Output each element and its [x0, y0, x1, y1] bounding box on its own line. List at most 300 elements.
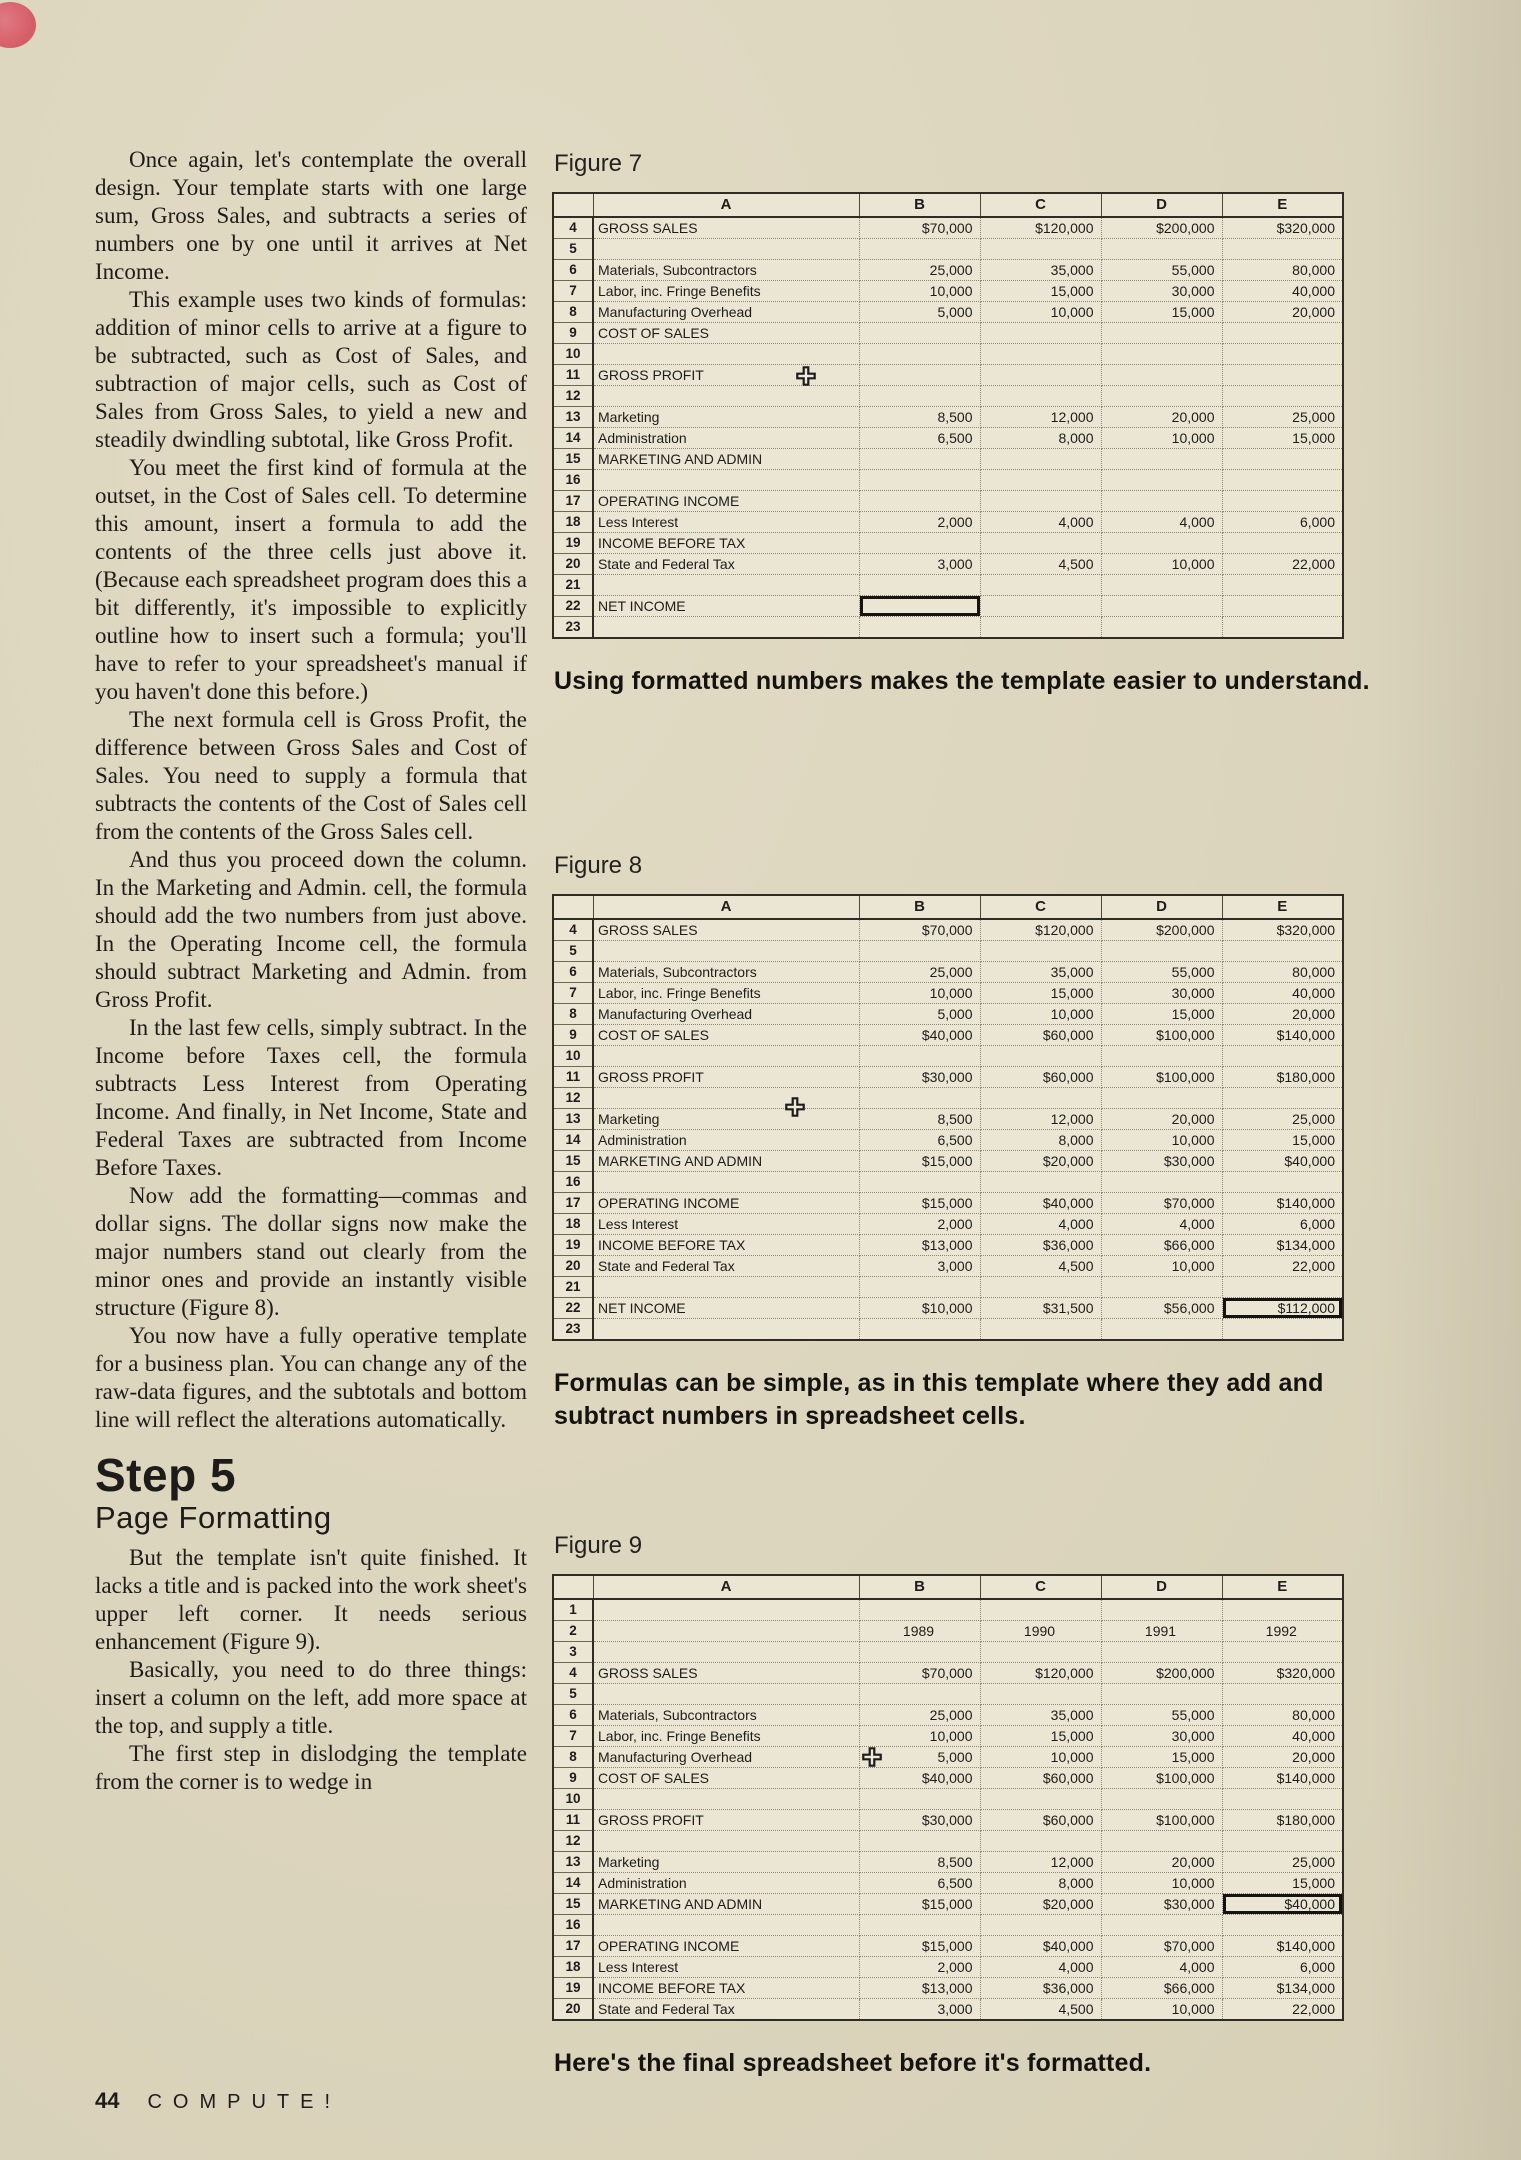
cell-A12: [593, 1831, 859, 1852]
cell-A17: OPERATING INCOME: [593, 491, 859, 512]
row-header-4: 4: [553, 919, 593, 941]
cell-D10: [1101, 1789, 1222, 1810]
cell-D15: $30,000: [1101, 1894, 1222, 1915]
column-header-E: E: [1222, 1575, 1343, 1599]
row-header-5: 5: [553, 1684, 593, 1705]
spreadsheet-row-15: [553, 1894, 1343, 1915]
cell-E3: [1222, 1642, 1343, 1663]
cell-E20: 22,000: [1222, 1256, 1343, 1277]
cell-C7: 15,000: [980, 983, 1101, 1004]
cell-D17: $70,000: [1101, 1936, 1222, 1957]
row-header-18: 18: [553, 1214, 593, 1235]
paragraph: The first step in dislodging the template from the corner is to wedge in: [95, 1741, 527, 1794]
spreadsheet-row-21: [553, 1277, 1343, 1298]
cell-E17: [1222, 491, 1343, 512]
figure-caption: Using formatted numbers makes the template easier to understand.: [554, 667, 1370, 695]
row-header-14: 14: [553, 428, 593, 449]
row-header-16: 16: [553, 470, 593, 491]
cell-D9: [1101, 323, 1222, 344]
row-header-21: 21: [553, 575, 593, 596]
cell-E14: 15,000: [1222, 1873, 1343, 1894]
row-header-10: 10: [553, 1046, 593, 1067]
figure-9-block: [552, 1532, 1392, 2080]
cell-C13: 12,000: [980, 407, 1101, 428]
cell-E9: $140,000: [1222, 1025, 1343, 1046]
cell-B14: 6,500: [859, 428, 980, 449]
spreadsheet-row-19: [553, 1235, 1343, 1256]
spreadsheet-row-20: [553, 1999, 1343, 2021]
row-header-6: 6: [553, 962, 593, 983]
cell-A7: Labor, inc. Fringe Benefits: [593, 983, 859, 1004]
cell-A9: COST OF SALES: [593, 1768, 859, 1789]
cell-B20: 3,000: [859, 1256, 980, 1277]
cell-D18: 4,000: [1101, 512, 1222, 533]
cell-C18: 4,000: [980, 512, 1101, 533]
spreadsheet-row-7: [553, 983, 1343, 1004]
cell-C6: 35,000: [980, 260, 1101, 281]
spreadsheet-row-9: [553, 1025, 1343, 1046]
row-header-20: 20: [553, 1256, 593, 1277]
cell-A6: Materials, Subcontractors: [593, 962, 859, 983]
cell-C7: 15,000: [980, 1726, 1101, 1747]
cell-A5: [593, 239, 859, 260]
cell-E9: $140,000: [1222, 1768, 1343, 1789]
cell-C5: [980, 1684, 1101, 1705]
cell-C21: [980, 1277, 1101, 1298]
cell-B17: $15,000: [859, 1193, 980, 1214]
cell-B4: $70,000: [859, 919, 980, 941]
cell-C23: [980, 617, 1101, 639]
row-header-15: 15: [553, 1894, 593, 1915]
cell-E4: $320,000: [1222, 919, 1343, 941]
cell-A15: MARKETING AND ADMIN: [593, 449, 859, 470]
cell-E5: [1222, 941, 1343, 962]
cell-D1: [1101, 1599, 1222, 1621]
figure-8-block: [552, 852, 1392, 1433]
cell-C23: [980, 1319, 1101, 1341]
cell-E13: 25,000: [1222, 407, 1343, 428]
article-text-column: [95, 146, 527, 1796]
cell-C21: [980, 575, 1101, 596]
cell-E14: 15,000: [1222, 1130, 1343, 1151]
cell-C12: [980, 1088, 1101, 1109]
cell-A20: State and Federal Tax: [593, 1256, 859, 1277]
cell-A20: State and Federal Tax: [593, 554, 859, 575]
cell-E17: $140,000: [1222, 1936, 1343, 1957]
row-header-1: 1: [553, 1599, 593, 1621]
cell-B4: $70,000: [859, 1663, 980, 1684]
spreadsheet-row-18: [553, 1957, 1343, 1978]
cell-E16: [1222, 1172, 1343, 1193]
cell-D4: $200,000: [1101, 217, 1222, 239]
cell-A17: OPERATING INCOME: [593, 1193, 859, 1214]
cell-D19: $66,000: [1101, 1978, 1222, 1999]
spreadsheet-row-11: [553, 365, 1343, 386]
cell-A3: [593, 1642, 859, 1663]
row-header-7: 7: [553, 983, 593, 1004]
cell-E8: 20,000: [1222, 1004, 1343, 1025]
cell-D6: 55,000: [1101, 962, 1222, 983]
cell-C22: $31,500: [980, 1298, 1101, 1319]
spreadsheet-table-figure-9: [552, 1574, 1344, 2021]
cell-D11: [1101, 365, 1222, 386]
cell-E10: [1222, 344, 1343, 365]
cell-E15: $40,000: [1222, 1151, 1343, 1172]
spreadsheet-row-4: [553, 919, 1343, 941]
cell-A13: Marketing: [593, 1109, 859, 1130]
cell-C16: [980, 1172, 1101, 1193]
cell-E18: 6,000: [1222, 1957, 1343, 1978]
spreadsheet-row-4: [553, 1663, 1343, 1684]
cell-B21: [859, 1277, 980, 1298]
cell-A17: OPERATING INCOME: [593, 1936, 859, 1957]
cell-A15: MARKETING AND ADMIN: [593, 1894, 859, 1915]
column-header-A: A: [593, 193, 859, 217]
cell-E23: [1222, 617, 1343, 639]
cell-B15: [859, 449, 980, 470]
figure-caption: Formulas can be simple, as in this template where they add and subtract numbers in spreadsheet cells.: [554, 1369, 1324, 1430]
cell-A11: GROSS PROFIT: [593, 365, 859, 386]
cell-E12: [1222, 1088, 1343, 1109]
cell-E6: 80,000: [1222, 260, 1343, 281]
spreadsheet-row-3: [553, 1642, 1343, 1663]
cell-C11: $60,000: [980, 1810, 1101, 1831]
cell-A11: GROSS PROFIT: [593, 1810, 859, 1831]
cell-E6: 80,000: [1222, 962, 1343, 983]
cell-C2: 1990: [980, 1621, 1101, 1642]
cell-B20: 3,000: [859, 1999, 980, 2021]
corner-cell: [553, 895, 593, 919]
cell-A10: [593, 1046, 859, 1067]
spreadsheet-row-12: [553, 1088, 1343, 1109]
spreadsheet-row-2: [553, 1621, 1343, 1642]
spreadsheet-row-14: [553, 1130, 1343, 1151]
cell-B5: [859, 941, 980, 962]
row-header-17: 17: [553, 1193, 593, 1214]
cell-D15: [1101, 449, 1222, 470]
cell-B19: $13,000: [859, 1978, 980, 1999]
cell-C12: [980, 1831, 1101, 1852]
cell-B17: [859, 491, 980, 512]
cell-C7: 15,000: [980, 281, 1101, 302]
cell-C11: $60,000: [980, 1067, 1101, 1088]
cell-C3: [980, 1642, 1101, 1663]
cell-B12: [859, 386, 980, 407]
cell-A16: [593, 1915, 859, 1936]
paragraph: Once again, let's contemplate the overall design. Your template starts with one large sum, Gross Sales, and subtracts a series of numbers one by one until it arrives at Net Income.: [95, 147, 527, 284]
cell-C6: 35,000: [980, 962, 1101, 983]
row-header-12: 12: [553, 1088, 593, 1109]
cell-A18: Less Interest: [593, 1214, 859, 1235]
cell-A5: [593, 941, 859, 962]
cell-E12: [1222, 1831, 1343, 1852]
row-header-5: 5: [553, 239, 593, 260]
column-header-A: A: [593, 895, 859, 919]
cell-A12: [593, 1088, 859, 1109]
cell-C10: [980, 344, 1101, 365]
cell-A8: Manufacturing Overhead: [593, 1747, 859, 1768]
row-header-17: 17: [553, 1936, 593, 1957]
cell-C11: [980, 365, 1101, 386]
row-header-11: 11: [553, 1810, 593, 1831]
column-header-D: D: [1101, 895, 1222, 919]
cell-C17: $40,000: [980, 1193, 1101, 1214]
column-header-D: D: [1101, 193, 1222, 217]
cell-B15: $15,000: [859, 1151, 980, 1172]
spreadsheet-row-13: [553, 1109, 1343, 1130]
corner-cell: [553, 1575, 593, 1599]
cell-E12: [1222, 386, 1343, 407]
cell-A18: Less Interest: [593, 1957, 859, 1978]
row-header-23: 23: [553, 617, 593, 639]
cell-D7: 30,000: [1101, 1726, 1222, 1747]
page-footer: [95, 2088, 341, 2114]
cell-B16: [859, 1915, 980, 1936]
spreadsheet-row-10: [553, 1046, 1343, 1067]
row-header-22: 22: [553, 1298, 593, 1319]
row-header-20: 20: [553, 554, 593, 575]
spreadsheet-row-10: [553, 1789, 1343, 1810]
paragraph: Basically, you need to do three things: insert a column on the left, add more space at the top, and supply a title.: [95, 1657, 527, 1738]
cell-D21: [1101, 575, 1222, 596]
row-header-10: 10: [553, 1789, 593, 1810]
cell-D12: [1101, 1831, 1222, 1852]
cell-D15: $30,000: [1101, 1151, 1222, 1172]
cell-C12: [980, 386, 1101, 407]
cell-B19: $13,000: [859, 1235, 980, 1256]
row-header-9: 9: [553, 1025, 593, 1046]
spreadsheet-row-6: [553, 260, 1343, 281]
cell-D7: 30,000: [1101, 281, 1222, 302]
cell-D20: 10,000: [1101, 1999, 1222, 2021]
paragraph: In the last few cells, simply subtract. In the Income before Taxes cell, the formula subtracts Less Interest from Operating Income. And finally, in Net Income, State and Federal Taxes are subtracted from Income Before Taxes.: [95, 1015, 527, 1180]
cell-B13: 8,500: [859, 1109, 980, 1130]
row-header-4: 4: [553, 1663, 593, 1684]
cell-B10: [859, 344, 980, 365]
cell-C5: [980, 239, 1101, 260]
cell-C17: $40,000: [980, 1936, 1101, 1957]
cell-D16: [1101, 470, 1222, 491]
cell-B7: 10,000: [859, 1726, 980, 1747]
cell-E19: $134,000: [1222, 1235, 1343, 1256]
row-header-8: 8: [553, 302, 593, 323]
cell-C20: 4,500: [980, 1999, 1101, 2021]
row-header-16: 16: [553, 1172, 593, 1193]
cell-C8: 10,000: [980, 302, 1101, 323]
cell-A13: Marketing: [593, 407, 859, 428]
cell-B16: [859, 470, 980, 491]
row-header-18: 18: [553, 512, 593, 533]
cell-B9: $40,000: [859, 1768, 980, 1789]
spreadsheet-row-21: [553, 575, 1343, 596]
spreadsheet-row-5: [553, 239, 1343, 260]
row-header-14: 14: [553, 1873, 593, 1894]
cell-B11: $30,000: [859, 1067, 980, 1088]
cell-D18: 4,000: [1101, 1214, 1222, 1235]
cell-A16: [593, 1172, 859, 1193]
cell-A6: Materials, Subcontractors: [593, 1705, 859, 1726]
spreadsheet-row-10: [553, 344, 1343, 365]
row-header-11: 11: [553, 1067, 593, 1088]
cell-E2: 1992: [1222, 1621, 1343, 1642]
cell-B13: 8,500: [859, 1852, 980, 1873]
cell-D17: [1101, 491, 1222, 512]
column-header-D: D: [1101, 1575, 1222, 1599]
cell-B18: 2,000: [859, 512, 980, 533]
cell-D14: 10,000: [1101, 428, 1222, 449]
cell-D6: 55,000: [1101, 1705, 1222, 1726]
cell-B18: 2,000: [859, 1957, 980, 1978]
cell-C15: $20,000: [980, 1894, 1101, 1915]
cell-D6: 55,000: [1101, 260, 1222, 281]
cell-C13: 12,000: [980, 1109, 1101, 1130]
step-heading: Step 5: [95, 1449, 237, 1501]
row-header-15: 15: [553, 1151, 593, 1172]
cell-A16: [593, 470, 859, 491]
cell-C14: 8,000: [980, 1873, 1101, 1894]
cell-E1: [1222, 1599, 1343, 1621]
cell-E19: [1222, 533, 1343, 554]
cell-B23: [859, 1319, 980, 1341]
paragraph: And thus you proceed down the column. In the Marketing and Admin. cell, the formula should add the two numbers from just above. In the Operating Income cell, the formula should subtract Marketing and Admin. from Gross Profit.: [95, 847, 527, 1012]
spreadsheet-row-7: [553, 281, 1343, 302]
cell-B10: [859, 1789, 980, 1810]
cell-C18: 4,000: [980, 1214, 1101, 1235]
spreadsheet-table-figure-8: [552, 894, 1344, 1341]
row-header-21: 21: [553, 1277, 593, 1298]
cell-E20: 22,000: [1222, 554, 1343, 575]
cell-E21: [1222, 1277, 1343, 1298]
cell-C15: [980, 449, 1101, 470]
cell-C13: 12,000: [980, 1852, 1101, 1873]
cell-C10: [980, 1046, 1101, 1067]
cell-D8: 15,000: [1101, 1004, 1222, 1025]
spreadsheet-row-16: [553, 470, 1343, 491]
row-header-6: 6: [553, 1705, 593, 1726]
cell-B18: 2,000: [859, 1214, 980, 1235]
spreadsheet-row-13: [553, 407, 1343, 428]
row-header-19: 19: [553, 1978, 593, 1999]
paragraph: Now add the formatting—commas and dollar signs. The dollar signs now make the major numbers stand out clearly from the minor ones and provide an instantly visible structure (Figure 8).: [95, 1183, 527, 1320]
column-header-B: B: [859, 193, 980, 217]
spreadsheet-row-14: [553, 1873, 1343, 1894]
cell-C5: [980, 941, 1101, 962]
cell-D16: [1101, 1915, 1222, 1936]
cell-D23: [1101, 617, 1222, 639]
cell-E8: 20,000: [1222, 1747, 1343, 1768]
figure-7-block: [552, 150, 1392, 698]
cell-E17: $140,000: [1222, 1193, 1343, 1214]
cell-A22: NET INCOME: [593, 1298, 859, 1319]
spreadsheet-row-23: [553, 1319, 1343, 1341]
row-header-13: 13: [553, 407, 593, 428]
cell-D10: [1101, 1046, 1222, 1067]
cell-C10: [980, 1789, 1101, 1810]
cell-E21: [1222, 575, 1343, 596]
cell-D16: [1101, 1172, 1222, 1193]
cell-C1: [980, 1599, 1101, 1621]
cell-D5: [1101, 1684, 1222, 1705]
cell-B15: $15,000: [859, 1894, 980, 1915]
cell-E5: [1222, 239, 1343, 260]
cell-B13: 8,500: [859, 407, 980, 428]
cell-C16: [980, 1915, 1101, 1936]
cell-A2: [593, 1621, 859, 1642]
cell-D2: 1991: [1101, 1621, 1222, 1642]
cell-B5: [859, 239, 980, 260]
spreadsheet-row-5: [553, 941, 1343, 962]
spreadsheet-row-6: [553, 962, 1343, 983]
cell-B16: [859, 1172, 980, 1193]
column-header-E: E: [1222, 193, 1343, 217]
cell-B1: [859, 1599, 980, 1621]
cell-B8: 5,000: [859, 1747, 980, 1768]
spreadsheet-row-12: [553, 386, 1343, 407]
spreadsheet-row-8: [553, 1747, 1343, 1768]
cell-D11: $100,000: [1101, 1810, 1222, 1831]
paragraph: You meet the first kind of formula at the outset, in the Cost of Sales cell. To determine this amount, insert a formula to add the contents of the three cells just above it. (Because each spreadsheet program does this a bit differently, it's impossible to explicitly outline how to insert such a formula; you'll have to refer to your spreadsheet's manual if you haven't done this before.): [95, 455, 527, 704]
cell-D22: $56,000: [1101, 1298, 1222, 1319]
row-header-9: 9: [553, 323, 593, 344]
spreadsheet-row-23: [553, 617, 1343, 639]
column-header-E: E: [1222, 895, 1343, 919]
cell-D20: 10,000: [1101, 1256, 1222, 1277]
cell-C20: 4,500: [980, 1256, 1101, 1277]
cell-D22: [1101, 596, 1222, 617]
step-subheading: Page Formatting: [95, 1500, 332, 1535]
cell-A15: MARKETING AND ADMIN: [593, 1151, 859, 1172]
cell-E6: 80,000: [1222, 1705, 1343, 1726]
spreadsheet-row-5: [553, 1684, 1343, 1705]
spreadsheet-row-1: [553, 1599, 1343, 1621]
cell-E9: [1222, 323, 1343, 344]
cell-C14: 8,000: [980, 1130, 1101, 1151]
cell-D9: $100,000: [1101, 1025, 1222, 1046]
cell-E11: $180,000: [1222, 1067, 1343, 1088]
cell-E11: [1222, 365, 1343, 386]
cell-cursor-icon: [795, 365, 817, 387]
cell-A10: [593, 1789, 859, 1810]
figure-caption: Here's the final spreadsheet before it's formatted.: [554, 2049, 1152, 2077]
cell-A22: NET INCOME: [593, 596, 859, 617]
spreadsheet-row-14: [553, 428, 1343, 449]
cell-D17: $70,000: [1101, 1193, 1222, 1214]
cell-A8: Manufacturing Overhead: [593, 1004, 859, 1025]
cell-C14: 8,000: [980, 428, 1101, 449]
column-header-C: C: [980, 193, 1101, 217]
cell-E8: 20,000: [1222, 302, 1343, 323]
row-header-19: 19: [553, 533, 593, 554]
column-header-A: A: [593, 1575, 859, 1599]
cell-D11: $100,000: [1101, 1067, 1222, 1088]
selected-cell-B22: [859, 596, 980, 617]
cell-D19: $66,000: [1101, 1235, 1222, 1256]
cell-A19: INCOME BEFORE TAX: [593, 1235, 859, 1256]
cell-B8: 5,000: [859, 1004, 980, 1025]
spreadsheet-row-22: [553, 596, 1343, 617]
page-number: 44: [95, 2088, 120, 2113]
cell-C18: 4,000: [980, 1957, 1101, 1978]
cell-D23: [1101, 1319, 1222, 1341]
spreadsheet-row-16: [553, 1915, 1343, 1936]
cell-B5: [859, 1684, 980, 1705]
cell-C8: 10,000: [980, 1747, 1101, 1768]
cell-B22: $10,000: [859, 1298, 980, 1319]
spreadsheet-row-12: [553, 1831, 1343, 1852]
paragraph: But the template isn't quite finished. It lacks a title and is packed into the work sheet's upper left corner. It needs serious enhancement (Figure 9).: [95, 1545, 527, 1654]
cell-A18: Less Interest: [593, 512, 859, 533]
cell-A10: [593, 344, 859, 365]
